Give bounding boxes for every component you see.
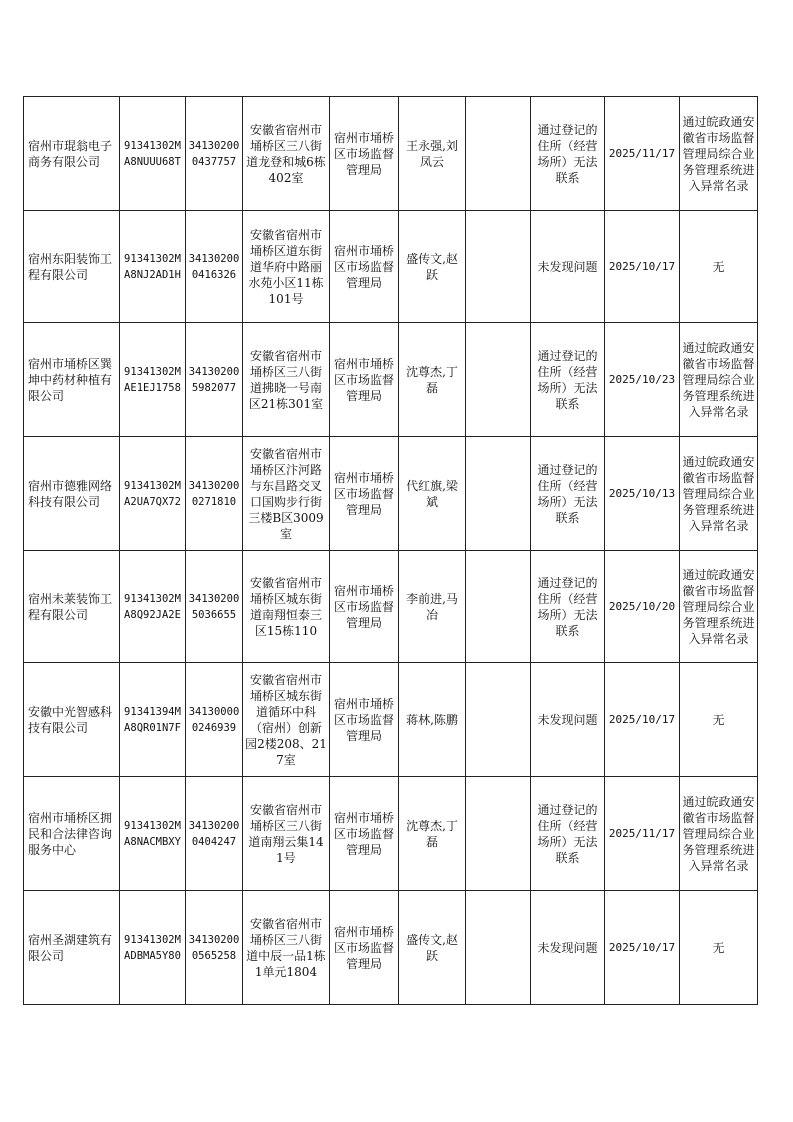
inspection-result-cell: 未发现问题 xyxy=(531,663,605,777)
handling-cell: 通过皖政通安徽省市场监督管理局综合业务管理系统进入异常名录 xyxy=(680,551,758,663)
authority-cell: 宿州市埇桥区市场监督管理局 xyxy=(330,437,399,551)
address-cell: 安徽省宿州市埇桥区城东街道南翔恒泰三区15栋110 xyxy=(243,551,330,663)
inspection-date-cell: 2025/11/17 xyxy=(605,97,680,211)
company-name-cell: 宿州市德雅网络科技有限公司 xyxy=(24,437,120,551)
table-row xyxy=(24,323,758,437)
authority-cell: 宿州市埇桥区市场监督管理局 xyxy=(330,323,399,437)
inspectors-cell: 盛传文,赵跃 xyxy=(399,891,466,1005)
inspectors-cell: 王永强,刘凤云 xyxy=(399,97,466,211)
company-name-cell: 宿州市埇桥区巽坤中药材种植有限公司 xyxy=(24,323,120,437)
address-cell: 安徽省宿州市埇桥区三八街道中辰一品1栋1单元1804 xyxy=(243,891,330,1005)
handling-cell: 无 xyxy=(680,663,758,777)
credit-code-cell: 91341302MA8NUUU68T xyxy=(120,97,186,211)
credit-code-cell: 91341394MA8QR01N7F xyxy=(120,663,186,777)
empty-cell xyxy=(466,551,531,663)
table-row xyxy=(24,97,758,211)
address-cell: 安徽省宿州市埇桥区三八街道龙登和城6栋402室 xyxy=(243,97,330,211)
credit-code-cell: 91341302MA8NACMBXY xyxy=(120,777,186,891)
empty-cell xyxy=(466,211,531,323)
table-row xyxy=(24,777,758,891)
authority-cell: 宿州市埇桥区市场监督管理局 xyxy=(330,211,399,323)
company-name-cell: 安徽中光智感科技有限公司 xyxy=(24,663,120,777)
credit-code-cell: 91341302MA8Q92JA2E xyxy=(120,551,186,663)
empty-cell xyxy=(466,663,531,777)
inspection-result-cell: 未发现问题 xyxy=(531,891,605,1005)
credit-code-cell: 91341302MA8NJ2AD1H xyxy=(120,211,186,323)
address-cell: 安徽省宿州市埇桥区三八街道南翔云集141号 xyxy=(243,777,330,891)
address-cell: 安徽省宿州市埇桥区城东街道循环中科（宿州）创新园2楼208、217室 xyxy=(243,663,330,777)
inspection-result-cell: 通过登记的住所（经营场所）无法联系 xyxy=(531,97,605,211)
authority-cell: 宿州市埇桥区市场监督管理局 xyxy=(330,551,399,663)
table-row xyxy=(24,437,758,551)
company-name-cell: 宿州未莱装饰工程有限公司 xyxy=(24,551,120,663)
handling-cell: 无 xyxy=(680,891,758,1005)
company-name-cell: 宿州市琨翁电子商务有限公司 xyxy=(24,97,120,211)
inspection-result-cell: 通过登记的住所（经营场所）无法联系 xyxy=(531,323,605,437)
handling-cell: 通过皖政通安徽省市场监督管理局综合业务管理系统进入异常名录 xyxy=(680,97,758,211)
credit-code-cell: 91341302MA2UA7QX72 xyxy=(120,437,186,551)
authority-cell: 宿州市埇桥区市场监督管理局 xyxy=(330,891,399,1005)
handling-cell: 通过皖政通安徽省市场监督管理局综合业务管理系统进入异常名录 xyxy=(680,323,758,437)
authority-cell: 宿州市埇桥区市场监督管理局 xyxy=(330,97,399,211)
inspectors-cell: 沈尊杰,丁磊 xyxy=(399,323,466,437)
company-name-cell: 宿州圣湖建筑有限公司 xyxy=(24,891,120,1005)
credit-code-cell: 91341302MADBMA5Y80 xyxy=(120,891,186,1005)
inspection-result-cell: 通过登记的住所（经营场所）无法联系 xyxy=(531,551,605,663)
inspectors-cell: 李前进,马冶 xyxy=(399,551,466,663)
registration-number-cell: 341300000246939 xyxy=(186,663,243,777)
table-body xyxy=(24,97,758,1005)
address-cell: 安徽省宿州市埇桥区汴河路与东昌路交叉口国购步行街三楼B区3009室 xyxy=(243,437,330,551)
registration-number-cell: 341302005982077 xyxy=(186,323,243,437)
inspection-date-cell: 2025/11/17 xyxy=(605,777,680,891)
inspectors-cell: 盛传文,赵跃 xyxy=(399,211,466,323)
inspection-records-table xyxy=(23,96,758,1005)
inspection-date-cell: 2025/10/23 xyxy=(605,323,680,437)
authority-cell: 宿州市埇桥区市场监督管理局 xyxy=(330,777,399,891)
empty-cell xyxy=(466,891,531,1005)
empty-cell xyxy=(466,97,531,211)
registration-number-cell: 341302000416326 xyxy=(186,211,243,323)
registration-number-cell: 341302000565258 xyxy=(186,891,243,1005)
credit-code-cell: 91341302MAE1EJ1758 xyxy=(120,323,186,437)
table-row xyxy=(24,551,758,663)
inspectors-cell: 蒋林,陈鹏 xyxy=(399,663,466,777)
company-name-cell: 宿州东阳装饰工程有限公司 xyxy=(24,211,120,323)
inspectors-cell: 代红旗,梁斌 xyxy=(399,437,466,551)
handling-cell: 通过皖政通安徽省市场监督管理局综合业务管理系统进入异常名录 xyxy=(680,437,758,551)
table-row xyxy=(24,663,758,777)
inspection-result-cell: 通过登记的住所（经营场所）无法联系 xyxy=(531,777,605,891)
inspection-date-cell: 2025/10/17 xyxy=(605,663,680,777)
inspection-date-cell: 2025/10/13 xyxy=(605,437,680,551)
registration-number-cell: 341302005036655 xyxy=(186,551,243,663)
inspection-result-cell: 未发现问题 xyxy=(531,211,605,323)
inspection-date-cell: 2025/10/20 xyxy=(605,551,680,663)
table-row xyxy=(24,891,758,1005)
handling-cell: 无 xyxy=(680,211,758,323)
registration-number-cell: 341302000437757 xyxy=(186,97,243,211)
empty-cell xyxy=(466,777,531,891)
authority-cell: 宿州市埇桥区市场监督管理局 xyxy=(330,663,399,777)
address-cell: 安徽省宿州市埇桥区三八街道拂晓一号南区21栋301室 xyxy=(243,323,330,437)
registration-number-cell: 341302000404247 xyxy=(186,777,243,891)
inspection-date-cell: 2025/10/17 xyxy=(605,891,680,1005)
address-cell: 安徽省宿州市埇桥区道东街道华府中路丽水苑小区11栋101号 xyxy=(243,211,330,323)
empty-cell xyxy=(466,323,531,437)
handling-cell: 通过皖政通安徽省市场监督管理局综合业务管理系统进入异常名录 xyxy=(680,777,758,891)
company-name-cell: 宿州市埇桥区拥民和合法律咨询服务中心 xyxy=(24,777,120,891)
table-row xyxy=(24,211,758,323)
registration-number-cell: 341302000271810 xyxy=(186,437,243,551)
inspection-date-cell: 2025/10/17 xyxy=(605,211,680,323)
empty-cell xyxy=(466,437,531,551)
inspection-result-cell: 通过登记的住所（经营场所）无法联系 xyxy=(531,437,605,551)
inspectors-cell: 沈尊杰,丁磊 xyxy=(399,777,466,891)
